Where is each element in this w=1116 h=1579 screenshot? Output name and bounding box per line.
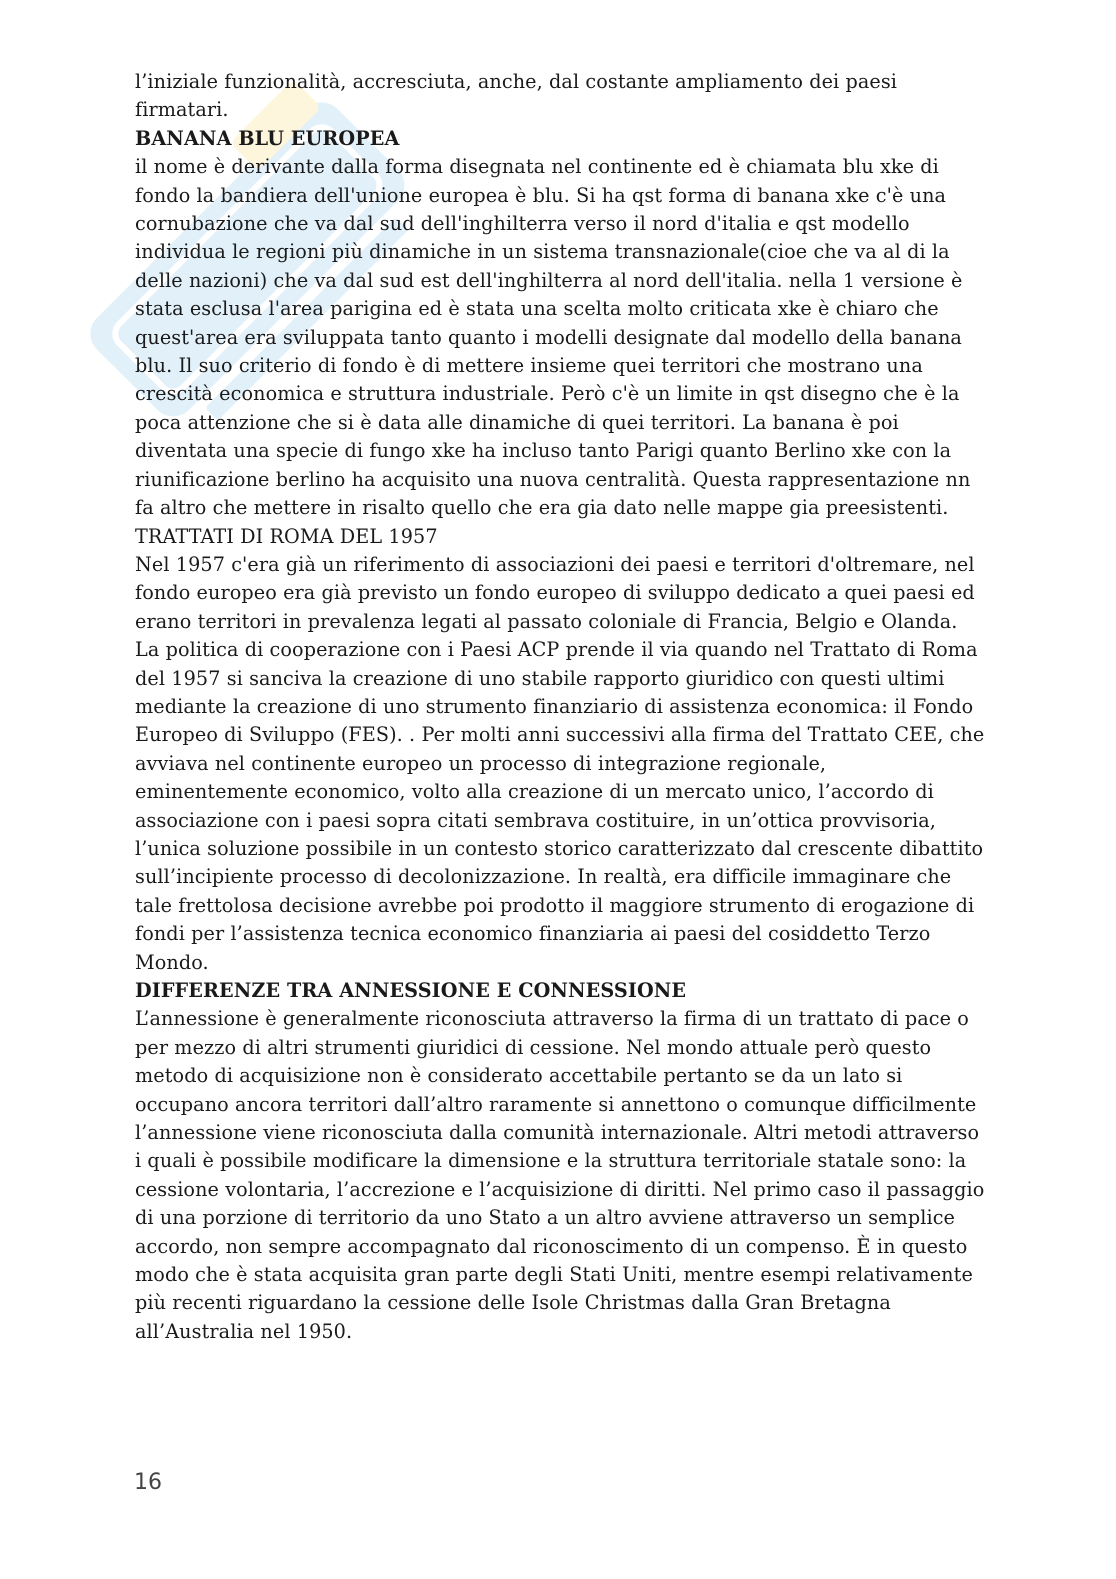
intro-paragraph: l’iniziale funzionalità, accresciuta, anche, dal costante ampliamento dei paesi firmatari. (135, 70, 898, 122)
document-body (135, 68, 985, 1346)
section-heading-banana: BANANA BLU EUROPEA (135, 126, 400, 150)
differenze-paragraph: L’annessione è generalmente riconosciuta attraverso la firma di un trattato di pace o per mezzo di altri strumenti giuridici di cessione. Nel mondo attuale però questo metodo di acquisizione non è considerato accettabile pertanto se da un lato si occupano ancora territori dall’altro raramente si annettono o comunque difficilmente l’annessione viene riconosciuta dalla comunità internazionale. Altri metodi attraverso i quali è possibile modificare la dimensione e la struttura territoriale statale sono: la cessione volontaria, l’accrezione e l’acquisizione di diritti. Nel primo caso il passaggio di una porzione di territorio da uno Stato a un altro avviene attraverso un semplice accordo, non sempre accompagnato dal riconoscimento di un compenso. È in questo modo che è stata acquisita gran parte degli Stati Uniti, mentre esempi relativamente più recenti riguardano la cessione delle Isole Christmas dalla Gran Bretagna all’Australia nel 1950. (135, 1007, 985, 1343)
banana-paragraph: il nome è derivante dalla forma disegnata nel continente ed è chiamata blu xke di fondo la bandiera dell'unione europea è blu. Si ha qst forma di banana xke c'è una cornubazione che va dal sud dell'inghilterra verso il nord d'italia e qst modello individua le regioni più dinamiche in un sistema transnazionale(cioe che va al di la delle nazioni) che va dal sud est dell'inghilterra al nord dell'italia. nella 1 versione è stata esclusa l'area parigina ed è stata una scelta molto criticata xke è chiaro che quest'area era sviluppata tanto quanto i modelli designate dal modello della banana blu. Il suo criterio di fondo è di mettere insieme quei territori che mostrano una crescità economica e struttura industriale. Però c'è un limite in qst disegno che è la poca attenzione che si è data alle dinamiche di quei territori. La banana è poi diventata una specie di fungo xke ha incluso tanto Parigi quanto Berlino xke con la riunificazione berlino ha acquisito una nuova centralità. Questa rappresentazione nn fa altro che mettere in risalto quello che era gia dato nelle mappe gia preesistenti. (135, 155, 971, 520)
section-heading-differenze: DIFFERENZE TRA ANNESSIONE E CONNESSIONE (135, 979, 687, 1002)
trattati-paragraph: Nel 1957 c'era già un riferimento di associazioni dei paesi e territori d'oltremare, nel fondo europeo era già previsto un fondo europeo di sviluppo dedicato a quei paesi ed erano territori in prevalenza legati al passato coloniale di Francia, Belgio e Olanda. La politica di cooperazione con i Paesi ACP prende il via quando nel Trattato di Roma del 1957 si sanciva la creazione di uno stabile rapporto giuridico con questi ultimi mediante la creazione di uno strumento finanziario di assistenza economica: il Fondo Europeo di Sviluppo (FES). . Per molti anni successivi alla firma del Trattato CEE, che avviava nel continente europeo un processo di integrazione regionale, eminentemente economico, volto alla creazione di un mercato unico, l’accordo di associazione con i paesi sopra citati sembrava costituire, in un’ottica provvisoria, l’unica soluzione possibile in un contesto storico caratterizzato dal crescente dibattito sull’incipiente processo di decolonizzazione. In realtà, era difficile immaginare che tale frettolosa decisione avrebbe poi prodotto il maggiore strumento di erogazione di fondi per l’assistenza tecnica economico finanziaria ai paesi del cosiddetto Terzo Mondo. (135, 552, 985, 974)
section-heading-trattati: TRATTATI DI ROMA DEL 1957 (135, 524, 438, 548)
page-number: 16 (134, 1470, 162, 1495)
